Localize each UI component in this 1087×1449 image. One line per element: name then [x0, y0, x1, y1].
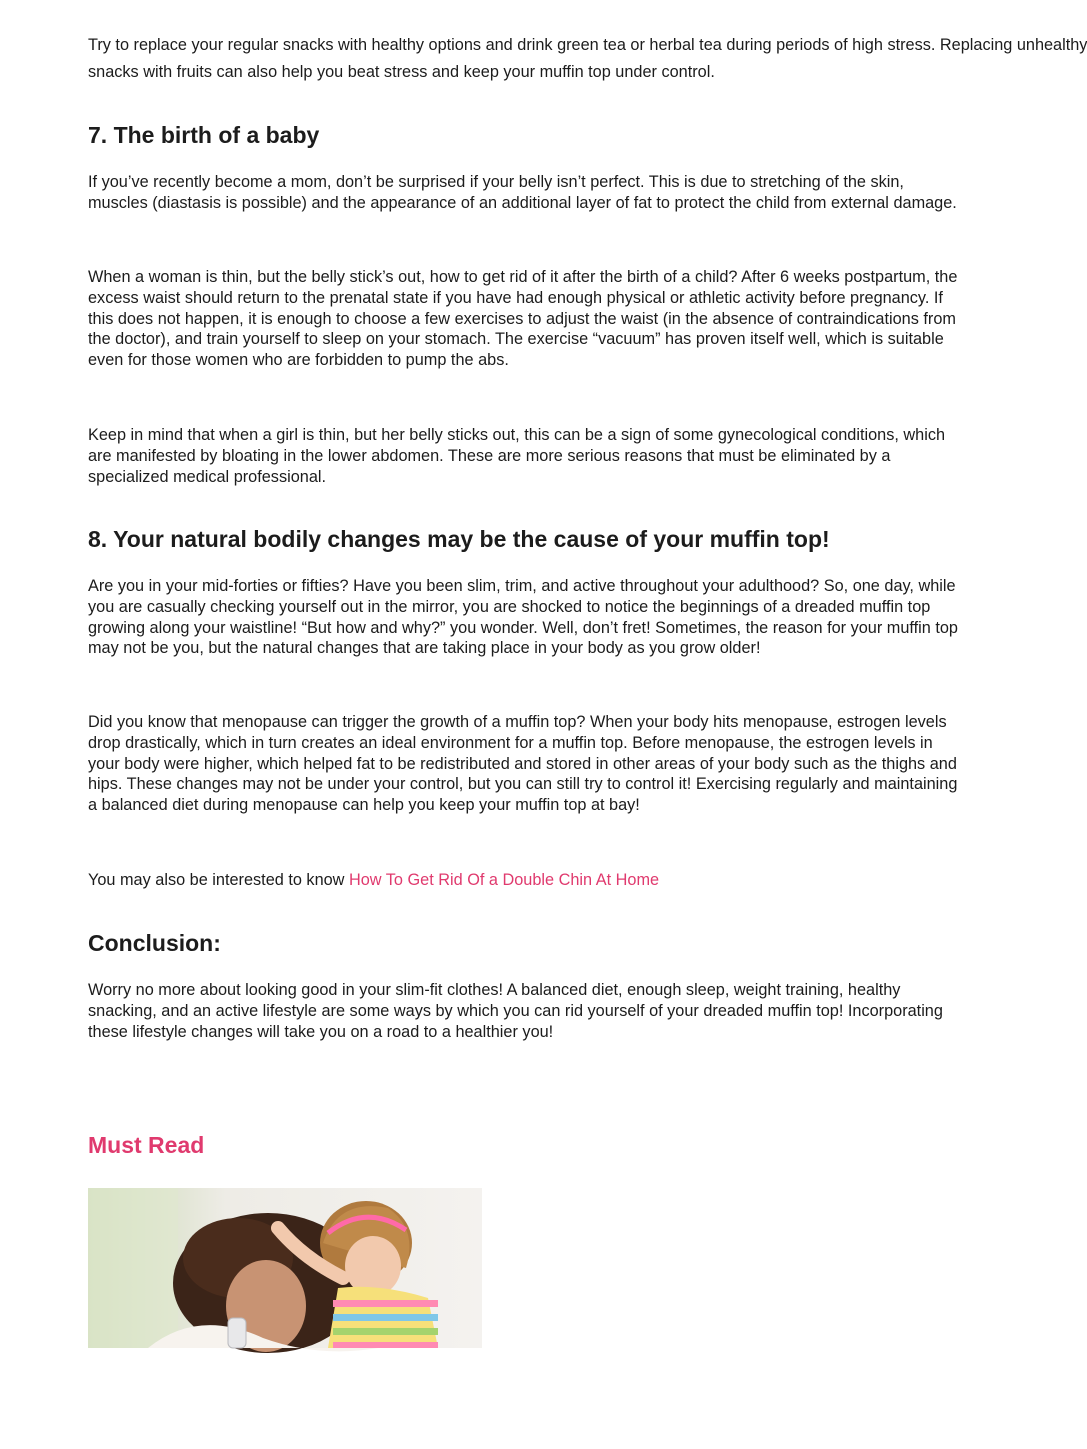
- section-heading-birth-of-baby: 7. The birth of a baby: [88, 122, 320, 148]
- mother-child-photo: [88, 1188, 482, 1348]
- cut-line-text: Try to replace your regular snacks with healthy options and drink green tea or herbal tea during periods of high stress. Replacing unhealthy: [88, 36, 1087, 54]
- intro-paragraph-tail: snacks with fruits can also help you beat stress and keep your muffin top under control.: [88, 63, 715, 81]
- partially-visible-text-line: [88, 36, 1087, 54]
- related-article-link[interactable]: How To Get Rid Of a Double Chin At Home: [348, 871, 660, 889]
- section-heading-bodily-changes: 8. Your natural bodily changes may be the cause of your muffin top!: [88, 526, 830, 552]
- section-heading-conclusion: Conclusion:: [88, 930, 221, 956]
- paragraph-bodily-1: Are you in your mid-forties or fifties? Have you been slim, trim, and active throughout your adulthood? So, one day, while you are casually checking yourself out in the mirror, you are shocked to notice the beginnings of a dreaded muffin top growing along your waistline! “But how and why?” you wonder. Well, don’t fret! Sometimes, the reason for your muffin top may not be you, but the natural changes that are taking place in your body as you grow older!: [88, 577, 958, 658]
- paragraph-birth-3: Keep in mind that when a girl is thin, but her belly sticks out, this can be a sign of some gynecological conditions, which are manifested by bloating in the lower abdomen. These are more serious reasons that must be eliminated by a specialized medical professional.: [88, 426, 946, 486]
- paragraph-bodily-2: Did you know that menopause can trigger the growth of a muffin top? When your body hits menopause, estrogen levels drop drastically, which in turn creates an ideal environment for a muffin top. Before menopause, the estrogen levels in your body were higher, which helped fat to be redistributed and stored in other areas of your body such as the thighs and hips. These changes may not be under your control, but you can still try to control it! Exercising regularly and maintaining a balanced diet during menopause can help you keep your muffin top at bay!: [88, 713, 958, 815]
- related-prefix: You may also be interested to know: [88, 871, 349, 889]
- must-read-heading: Must Read: [88, 1132, 205, 1158]
- paragraph-birth-1: If you’ve recently become a mom, don’t be surprised if your belly isn’t perfect. This is due to stretching of the skin, muscles (diastasis is possible) and the appearance of an additional layer of fat to protect the child from external damage.: [88, 173, 957, 212]
- must-read-thumbnail[interactable]: [88, 1188, 482, 1348]
- paragraph-birth-2: When a woman is thin, but the belly stick’s out, how to get rid of it after the birth of a child? After 6 weeks postpartum, the excess waist should return to the prenatal state if you have had enough physical or athletic activity before pregnancy. If this does not happen, it is enough to choose a few exercises to adjust the waist (in the absence of contraindications from the doctor), and train yourself to sleep on your stomach. The exercise “vacuum” has proven itself well, which is suitable even for those women who are forbidden to pump the abs.: [88, 268, 958, 370]
- related-article-line: [88, 870, 968, 891]
- paragraph-conclusion: Worry no more about looking good in your slim-fit clothes! A balanced diet, enough sleep, weight training, healthy snacking, and an active lifestyle are some ways by which you can rid yourself of your dreaded muffin top! Incorporating these lifestyle changes will take you on a road to a healthier you!: [88, 981, 943, 1041]
